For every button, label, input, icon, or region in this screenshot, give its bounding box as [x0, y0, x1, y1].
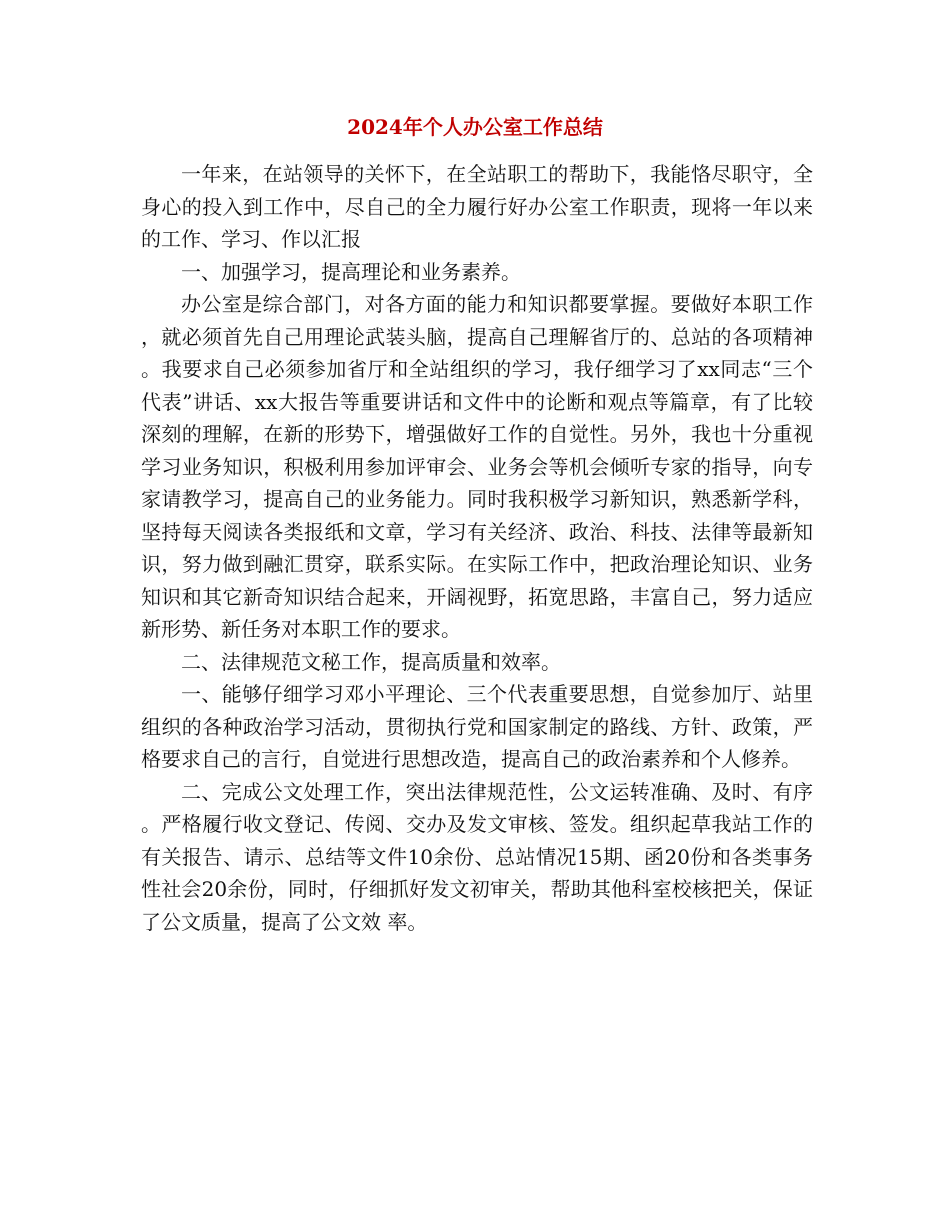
paragraph-political-study: 一、能够仔细学习邓小平理论、三个代表重要思想，自觉参加厅、站里组织的各种政治学习活动，贯彻执行党和国家制定的路线、方针、政策，严格要求自己的言行，自觉进行思想改造，提高自己的政治素养和个人修养。 — [141, 682, 813, 771]
document-title: 2024年个人办公室工作总结 — [347, 115, 603, 139]
section-heading-study: 一、加强学习，提高理论和业务素养。 — [181, 259, 521, 284]
section-heading-secretarial: 二、法律规范文秘工作，提高质量和效率。 — [181, 649, 561, 674]
paragraph-study: 办公室是综合部门，对各方面的能力和知识都要掌握。要做好本职工作，就必须首先自己用理论武装头脑，提高自己理解省厅的、总站的各项精神。我要求自己必须参加省厅和全站组织的学习，我仔细学习了xx同志“三个代表”讲话、xx大报告等重要讲话和文件中的论断和观点等篇章，有了比较深刻的理解，在新的形势下，增强做好工作的自觉性。另外，我也十分重视学习业务知识，积极利用参加评审会、业务会等机会倾听专家的指导，向专家请教学习，提高自己的业务能力。同时我积极学习新知识，熟悉新学科，坚持每天阅读各类报纸和文章，学习有关经济、政治、科技、法律等最新知识，努力做到融汇贯穿，联系实际。在实际工作中，把政治理论知识、业务知识和其它新奇知识结合起来，开阔视野，拓宽思路，丰富自己，努力适应新形势、新任务对本职工作的要求。 — [141, 292, 813, 641]
document-body — [141, 158, 813, 938]
paragraph-intro: 一年来，在站领导的关怀下，在全站职工的帮助下，我能恪尽职守，全身心的投入到工作中，尽自己的全力履行好办公室工作职责，现将一年以来的工作、学习、作以汇报 — [141, 162, 813, 251]
paragraph-document-processing: 二、完成公文处理工作，突出法律规范性，公文运转准确、及时、有序。严格履行收文登记、传阅、交办及发文审核、签发。组织起草我站工作的有关报告、请示、总结等文件10余份、总站情况15期、函20份和各类事务性社会20余份，同时，仔细抓好发文初审关，帮助其他科室校核把关，保证了公文质量，提高了公文效 率。 — [141, 779, 813, 934]
